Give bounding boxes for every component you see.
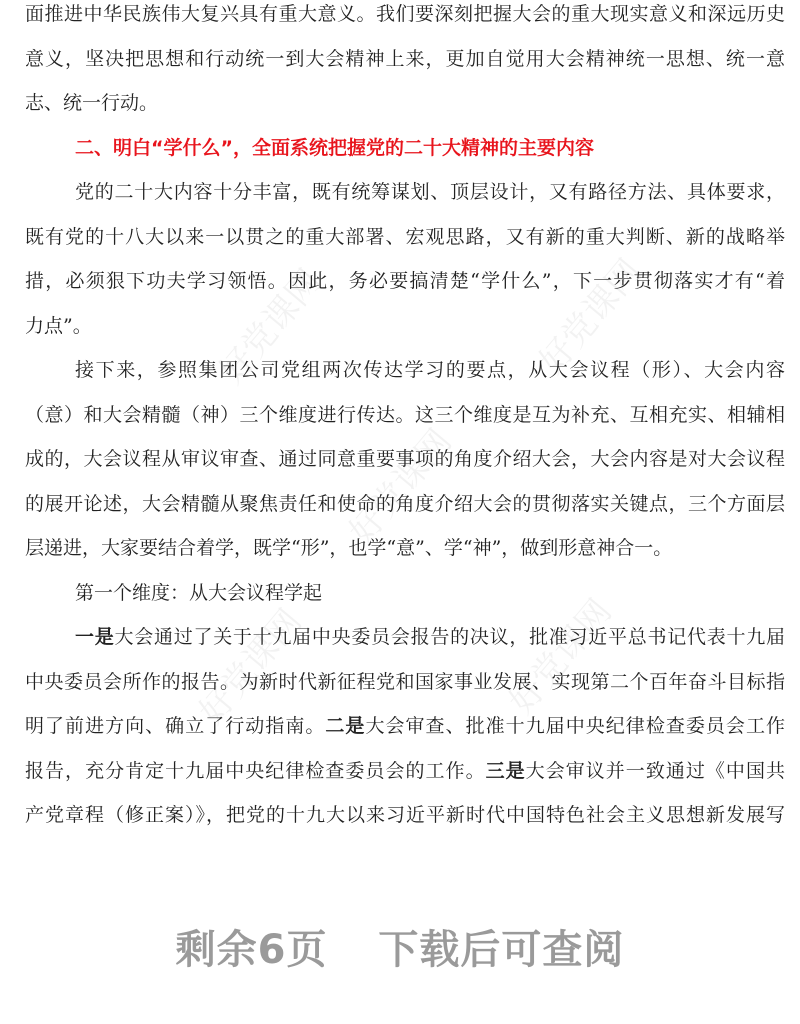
text-segment: 大会审议并一致通过《中国共 — [525, 759, 785, 782]
text-segment: 接下来，参照集团公司党组两次传达学习的要点，从大会议程（形）、大会内容 — [75, 359, 785, 381]
text-line — [25, 0, 785, 37]
text-segment: 层递进，大家要结合着学，既学“形”，也学“意”、学“神”，做到形意神合一。 — [25, 537, 673, 559]
watermark: 好党课网 — [501, 591, 620, 722]
text-line — [25, 170, 785, 215]
text-segment: 既有党的十八大以来一以贯之的重大部署、宏观思路，又有新的重大判断、新的战略举 — [25, 225, 785, 248]
text-line — [25, 526, 785, 571]
text-segment: 成的，大会议程从审议审查、通过同意重要事项的角度介绍大会，大会内容是对大会议程 — [25, 448, 785, 470]
text-segment: 力点”。 — [25, 314, 92, 337]
text-line — [25, 37, 785, 82]
remaining-pages-label: 剩余6页 — [175, 927, 328, 973]
text-segment: 中央委员会所作的报告。为新时代新征程党和国家事业发展、实现第二个百年奋斗目标指 — [25, 670, 785, 693]
text-line — [25, 571, 785, 616]
text-line — [25, 215, 785, 260]
text-line — [25, 437, 785, 482]
text-segment: 党的二十大内容十分丰富，既有统筹谋划、顶层设计，又有路径方法、具体要求， — [75, 181, 785, 203]
watermark: 好党课网 — [531, 251, 650, 382]
text-line — [25, 348, 785, 393]
download-prompt-banner[interactable] — [0, 918, 800, 975]
text-line — [25, 749, 785, 794]
text-segment: 大会通过了关于十九届中央委员会报告的决议，批准习近平总书记代表十九届 — [114, 626, 785, 648]
text-segment: 二、明白“学什么”，全面系统把握党的二十大精神的主要内容 — [75, 136, 594, 159]
text-line — [25, 660, 785, 705]
text-segment: 面推进中华民族伟大复兴具有重大意义。我们要深刻把握大会的重大现实意义和深远历史 — [25, 3, 785, 25]
text-line — [25, 482, 785, 527]
text-line — [25, 393, 785, 438]
watermark: 好党课网 — [191, 601, 310, 732]
watermark: 好党课网 — [211, 261, 330, 392]
text-line — [25, 615, 785, 660]
section-heading — [25, 126, 785, 171]
bold-marker: 一是 — [75, 626, 115, 648]
text-segment: 第一个维度：从大会议程学起 — [75, 581, 323, 604]
text-segment: 明了前进方向、确立了行动指南。 — [25, 715, 326, 737]
text-line — [25, 259, 785, 304]
document-body — [25, 0, 785, 838]
watermark: 好党课网 — [341, 421, 460, 552]
text-segment: 意义，坚决把思想和行动统一到大会精神上来，更加自觉用大会精神统一思想、统一意 — [25, 47, 785, 70]
bold-marker: 三是 — [485, 759, 526, 782]
text-segment: 志、统一行动。 — [25, 92, 159, 114]
text-segment: 产党章程（修正案）》，把党的十九大以来习近平新时代中国特色社会主义思想新发展写 — [25, 804, 785, 826]
text-segment: （意）和大会精髓（神）三个维度进行传达。这三个维度是互为补充、互相充实、相辅相 — [25, 403, 785, 426]
download-to-view-label: 下载后可查阅 — [378, 927, 625, 973]
text-segment: 的展开论述，大会精髓从聚焦责任和使命的角度介绍大会的贯彻落实关键点，三个方面层 — [25, 492, 785, 515]
text-segment: 大会审查、批准十九届中央纪律检查委员会工作 — [365, 715, 785, 737]
text-segment: 措，必须狠下功夫学习领悟。因此，务必要搞清楚“学什么”，下一步贯彻落实才有“着 — [25, 270, 785, 292]
bold-marker: 二是 — [325, 715, 366, 737]
text-line — [25, 81, 785, 126]
text-line — [25, 304, 785, 349]
text-line — [25, 704, 785, 749]
text-segment: 报告，充分肯定十九届中央纪律检查委员会的工作。 — [25, 759, 486, 782]
text-line — [25, 793, 785, 838]
